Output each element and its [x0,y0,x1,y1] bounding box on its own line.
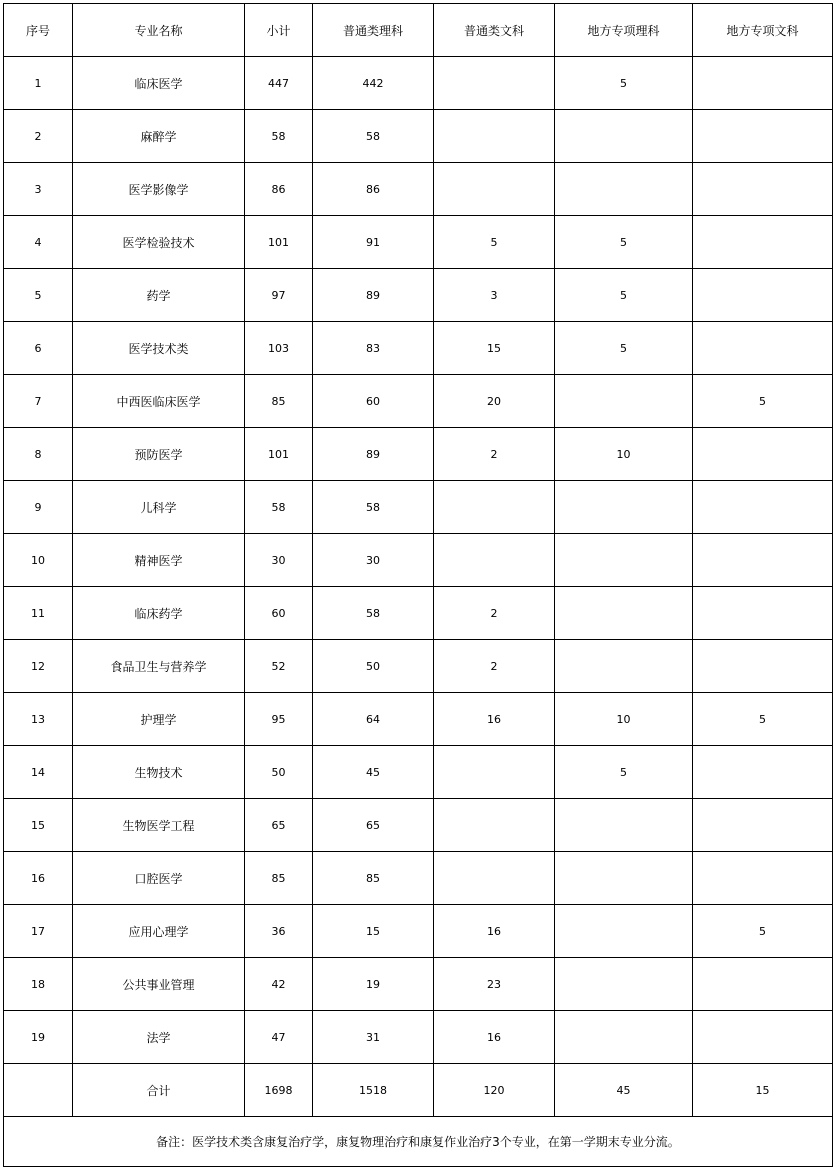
cell-index: 1 [4,57,73,110]
cell-general-arts [434,746,555,799]
cell-local-arts: 5 [693,375,833,428]
cell-major-name: 儿科学 [73,481,245,534]
total-row [4,1064,833,1117]
cell-major-name: 应用心理学 [73,905,245,958]
table-row [4,163,833,216]
cell-general-science: 64 [313,693,434,746]
cell-local-science: 45 [555,1064,693,1117]
cell-local-science [555,1011,693,1064]
cell-index [4,1064,73,1117]
cell-general-arts: 120 [434,1064,555,1117]
cell-local-science: 10 [555,693,693,746]
table-body [4,4,833,1167]
cell-local-science: 5 [555,216,693,269]
cell-major-name: 中西医临床医学 [73,375,245,428]
enrollment-table [3,3,833,1167]
cell-index: 4 [4,216,73,269]
cell-local-arts [693,640,833,693]
cell-general-arts: 5 [434,216,555,269]
cell-index: 10 [4,534,73,587]
cell-general-arts [434,57,555,110]
cell-general-science: 58 [313,481,434,534]
cell-general-arts: 2 [434,587,555,640]
table-row [4,905,833,958]
cell-subtotal: 52 [245,640,313,693]
cell-local-arts: 5 [693,905,833,958]
header-subtotal: 小计 [245,4,313,57]
cell-index: 8 [4,428,73,481]
cell-general-science: 45 [313,746,434,799]
cell-general-science: 58 [313,587,434,640]
cell-index: 19 [4,1011,73,1064]
cell-local-science [555,110,693,163]
note-row [4,1117,833,1167]
cell-major-name: 医学检验技术 [73,216,245,269]
cell-major-name: 生物医学工程 [73,799,245,852]
cell-general-arts [434,852,555,905]
table-row [4,110,833,163]
cell-index: 9 [4,481,73,534]
note-text: 备注：医学技术类含康复治疗学，康复物理治疗和康复作业治疗3个专业，在第一学期末专业分流。 [4,1117,833,1167]
cell-general-science: 19 [313,958,434,1011]
cell-general-arts: 23 [434,958,555,1011]
cell-general-arts: 20 [434,375,555,428]
cell-subtotal: 86 [245,163,313,216]
cell-major-name: 食品卫生与营养学 [73,640,245,693]
cell-subtotal: 60 [245,587,313,640]
cell-local-science: 5 [555,269,693,322]
cell-subtotal: 85 [245,852,313,905]
table-row [4,746,833,799]
cell-major-name: 临床医学 [73,57,245,110]
cell-major-name: 精神医学 [73,534,245,587]
cell-general-arts [434,163,555,216]
table-row [4,1011,833,1064]
cell-local-science [555,587,693,640]
table-row [4,322,833,375]
cell-local-arts: 15 [693,1064,833,1117]
cell-major-name: 预防医学 [73,428,245,481]
cell-local-science [555,163,693,216]
table-row [4,216,833,269]
cell-general-arts: 2 [434,428,555,481]
header-row [4,4,833,57]
cell-subtotal: 58 [245,481,313,534]
cell-general-science: 15 [313,905,434,958]
header-major-name: 专业名称 [73,4,245,57]
header-local-arts: 地方专项文科 [693,4,833,57]
cell-index: 2 [4,110,73,163]
cell-general-science: 60 [313,375,434,428]
cell-index: 16 [4,852,73,905]
cell-major-name: 药学 [73,269,245,322]
cell-index: 3 [4,163,73,216]
cell-local-science [555,481,693,534]
table-row [4,57,833,110]
cell-local-arts [693,269,833,322]
table-row [4,799,833,852]
cell-subtotal: 58 [245,110,313,163]
header-general-science: 普通类理科 [313,4,434,57]
cell-major-name: 公共事业管理 [73,958,245,1011]
cell-general-science: 442 [313,57,434,110]
cell-local-science [555,375,693,428]
cell-general-arts: 16 [434,693,555,746]
cell-general-science: 85 [313,852,434,905]
cell-local-science [555,905,693,958]
cell-local-arts [693,852,833,905]
cell-local-science [555,799,693,852]
cell-general-science: 86 [313,163,434,216]
cell-local-science [555,958,693,1011]
cell-local-science: 5 [555,57,693,110]
cell-subtotal: 85 [245,375,313,428]
cell-general-science: 30 [313,534,434,587]
cell-local-arts [693,163,833,216]
cell-subtotal: 97 [245,269,313,322]
cell-local-arts [693,481,833,534]
cell-subtotal: 65 [245,799,313,852]
cell-local-science [555,852,693,905]
cell-general-science: 58 [313,110,434,163]
cell-general-science: 65 [313,799,434,852]
cell-local-arts [693,587,833,640]
table-row [4,587,833,640]
cell-general-science: 83 [313,322,434,375]
cell-local-science [555,640,693,693]
header-general-arts: 普通类文科 [434,4,555,57]
header-local-science: 地方专项理科 [555,4,693,57]
cell-major-name: 合计 [73,1064,245,1117]
cell-local-science [555,534,693,587]
cell-index: 14 [4,746,73,799]
cell-subtotal: 47 [245,1011,313,1064]
cell-major-name: 法学 [73,1011,245,1064]
cell-general-science: 89 [313,428,434,481]
cell-subtotal: 101 [245,216,313,269]
cell-general-arts [434,110,555,163]
cell-local-arts [693,534,833,587]
cell-major-name: 医学技术类 [73,322,245,375]
cell-index: 17 [4,905,73,958]
cell-subtotal: 30 [245,534,313,587]
cell-general-arts: 3 [434,269,555,322]
cell-local-arts [693,958,833,1011]
cell-index: 6 [4,322,73,375]
cell-index: 11 [4,587,73,640]
cell-major-name: 医学影像学 [73,163,245,216]
cell-index: 15 [4,799,73,852]
cell-major-name: 麻醉学 [73,110,245,163]
cell-local-arts [693,110,833,163]
table-row [4,375,833,428]
cell-subtotal: 101 [245,428,313,481]
cell-index: 5 [4,269,73,322]
cell-general-arts [434,534,555,587]
cell-subtotal: 42 [245,958,313,1011]
cell-general-science: 31 [313,1011,434,1064]
cell-local-science: 5 [555,322,693,375]
cell-subtotal: 95 [245,693,313,746]
cell-general-science: 89 [313,269,434,322]
cell-general-science: 50 [313,640,434,693]
cell-local-arts [693,1011,833,1064]
cell-general-arts [434,799,555,852]
table-row [4,428,833,481]
cell-local-arts [693,216,833,269]
cell-local-arts: 5 [693,693,833,746]
table-row [4,640,833,693]
cell-general-arts: 16 [434,1011,555,1064]
cell-local-arts [693,799,833,852]
cell-index: 12 [4,640,73,693]
cell-local-arts [693,322,833,375]
cell-index: 18 [4,958,73,1011]
cell-general-science: 91 [313,216,434,269]
cell-general-arts: 2 [434,640,555,693]
cell-subtotal: 447 [245,57,313,110]
cell-general-arts: 16 [434,905,555,958]
cell-index: 13 [4,693,73,746]
cell-local-science: 5 [555,746,693,799]
table-row [4,269,833,322]
table-row [4,481,833,534]
table-row [4,958,833,1011]
header-index: 序号 [4,4,73,57]
cell-major-name: 生物技术 [73,746,245,799]
cell-subtotal: 50 [245,746,313,799]
cell-index: 7 [4,375,73,428]
cell-general-arts: 15 [434,322,555,375]
cell-local-arts [693,428,833,481]
cell-major-name: 口腔医学 [73,852,245,905]
cell-general-arts [434,481,555,534]
cell-general-science: 1518 [313,1064,434,1117]
cell-local-arts [693,746,833,799]
cell-local-arts [693,57,833,110]
cell-subtotal: 36 [245,905,313,958]
table-row [4,693,833,746]
cell-major-name: 护理学 [73,693,245,746]
cell-local-science: 10 [555,428,693,481]
table-row [4,534,833,587]
cell-subtotal: 1698 [245,1064,313,1117]
cell-subtotal: 103 [245,322,313,375]
cell-major-name: 临床药学 [73,587,245,640]
table-row [4,852,833,905]
